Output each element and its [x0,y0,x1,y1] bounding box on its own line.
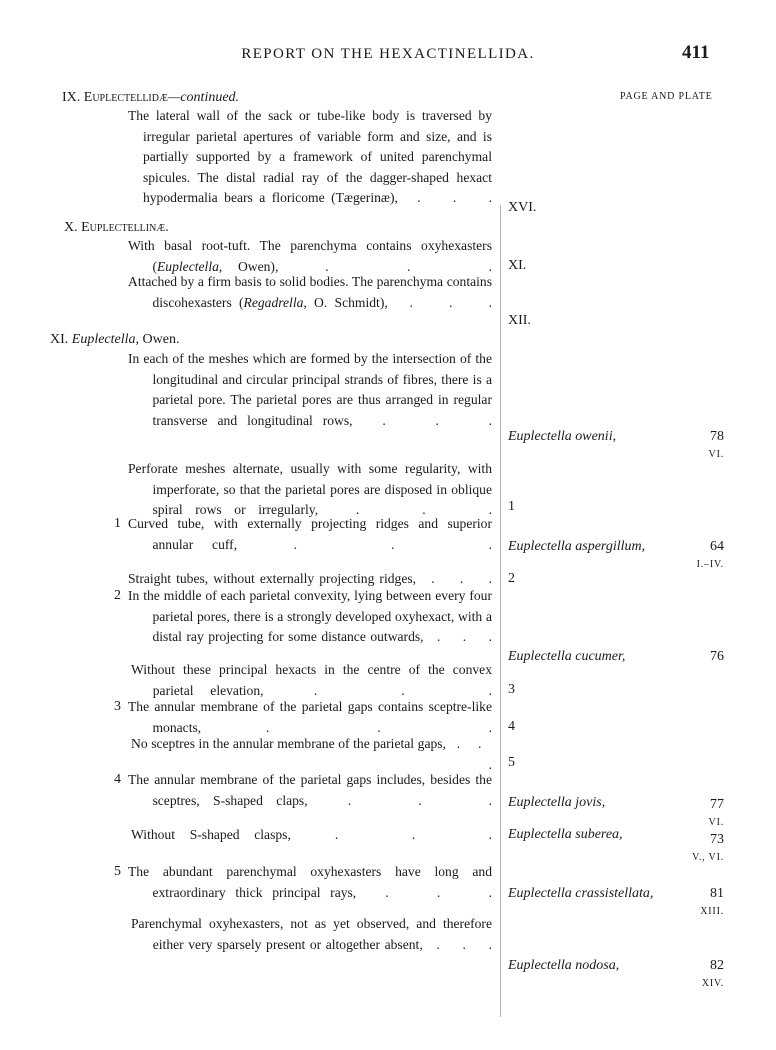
dot-leader: . . . [152,736,492,772]
key-entry-ref: 3 [508,682,515,697]
group-continued: —continued. [167,90,240,105]
key-couplet-number: 3 [114,699,121,714]
column-divider [500,205,501,1017]
key-entry-text: Curved tube, with externally projecting ridges and superior annular cuff, . . . [128,516,492,552]
key-entry-text: The annular membrane of the parietal gaps contains sceptre-like monacts, . . . [128,699,492,735]
key-entry-text [128,272,492,313]
key-couplet-number: 4 [114,772,121,787]
key-entry-text: Without these principal hexacts in the centre of the convex parietal elevation, . . . [131,662,493,698]
page-ref: 78 [710,429,724,444]
dot-leader: . . . [387,294,493,310]
key-entry-text: In the middle of each parietal convexity, lying between every four parietal pores, there is a strongly developed oxyhexact, with a distal ray projecting for some distance outwards, . . . [128,588,492,644]
genus-name: Regadrella [243,294,304,310]
key-entry-ref: Euplectella owenii, [508,429,617,444]
genus-name: Euplectella [157,258,219,274]
text-part: , O. Schmidt), [303,294,388,310]
group-name: Euplectella [71,332,136,347]
key-couplet-number: 2 [114,588,121,603]
dot-leader: . . . [318,502,492,517]
group-name: Euplectellinæ. [81,220,169,235]
key-entry-ref: XVI. [508,200,537,215]
plate-ref: XIII. [700,906,724,917]
key-couplet-number: 5 [114,864,121,879]
group-heading-ix [62,88,239,108]
page-ref: 64 [710,539,724,554]
page-ref: 76 [710,649,724,664]
column-heading: PAGE AND PLATE [620,91,713,102]
plate-ref: VI. [708,449,724,460]
key-entry-text: In each of the meshes which are formed by the intersection of the longitudinal and circular principal strands of fibres, there is a parietal pore. The parietal pores are thus arranged in regular transverse and longitudinal rows, . . . [128,351,492,428]
key-entry-ref: Euplectella nodosa, [508,958,620,973]
key-entry-text: Parenchymal oxyhexasters, not as yet observed, and therefore either very sparsely present or altogether absent, . . . [131,916,492,952]
text-part: Attached by a firm basis to solid bodies. The parenchyma contains discohexasters ( [128,274,492,310]
dot-leader: . . . [423,629,492,644]
key-entry-text: The annular membrane of the parietal gaps includes, besides the sceptres, S-shaped claps, . . . [128,772,492,808]
plate-ref: VI. [708,817,724,828]
key-entry-ref: XI. [508,258,527,273]
group-number: XI. [50,332,69,347]
key-entry-text: The abundant parenchymal oxyhexasters have long and extraordinary thick principal rays, . . . [128,864,492,900]
dot-leader: . . . [397,190,492,205]
key-entry-text: No sceptres in the annular membrane of the parietal gaps, . . . [131,736,492,772]
plate-ref: V., VI. [692,852,724,863]
key-entry-ref: XII. [508,313,531,328]
plate-ref: I.–IV. [696,559,724,570]
page-ref: 81 [710,886,724,901]
dot-leader: . . . [307,792,492,808]
text-part: With basal root-tuft. The parenchyma contains oxyhexasters ( [128,238,492,274]
key-entry-ref: 1 [508,499,515,514]
key-entry-ref: Euplectella crassistellata, [508,886,654,901]
text-part: , Owen), [218,258,279,274]
dot-leader: . . . [422,936,492,952]
key-entry-text: The lateral wall of the sack or tube-like body is traversed by irregular parietal apertures of variable form and size, and is partially supported by a framework of united parenchymal spicules. The distal radial ray of the dagger-shaped hexact hypodermalia bears a floricome (Tægerinæ), . . . [128,108,492,205]
key-entry-ref: 4 [508,719,515,734]
group-heading-xi [50,330,179,350]
key-entry-ref: Euplectella aspergillum, [508,539,646,554]
group-heading-x [64,218,169,238]
key-entry-text [128,236,492,277]
group-number: X. [64,220,78,235]
group-author: , Owen. [135,332,180,347]
key-entry-text: Perforate meshes alternate, usually with some regularity, with imperforate, so that the parietal pores are disposed in oblique spiral rows or irregularly, . . . [128,461,492,517]
dot-leader: . . . [290,827,492,842]
key-entry-ref: 2 [508,571,515,586]
key-couplet-number: 1 [114,516,121,531]
dot-leader: . . . [201,719,492,735]
dot-leader: . . . [352,412,492,428]
running-title: REPORT ON THE HEXACTINELLIDA. [241,46,535,62]
key-entry-ref: Euplectella suberea, [508,827,623,842]
dot-leader: . . . [356,884,492,900]
page-ref: 82 [710,958,724,973]
page-ref: 73 [710,832,724,847]
dot-leader: . . . [237,536,492,552]
dot-leader: . . . [263,682,493,698]
dot-leader: . . . [278,258,493,274]
group-name: Euplectellidæ [83,90,168,105]
key-entry-ref: Euplectella cucumer, [508,649,626,664]
group-number: IX. [62,90,81,105]
plate-ref: XIV. [701,978,724,989]
key-entry-text: Straight tubes, without externally projecting ridges, . . . [128,571,492,586]
key-entry-ref: 5 [508,755,515,770]
key-entry-text: Without S-shaped clasps, . . . [131,827,492,842]
key-entry-ref: Euplectella jovis, [508,795,606,810]
dot-leader: . . . [416,571,492,586]
page-number: 411 [682,42,710,63]
page-ref: 77 [710,797,724,812]
